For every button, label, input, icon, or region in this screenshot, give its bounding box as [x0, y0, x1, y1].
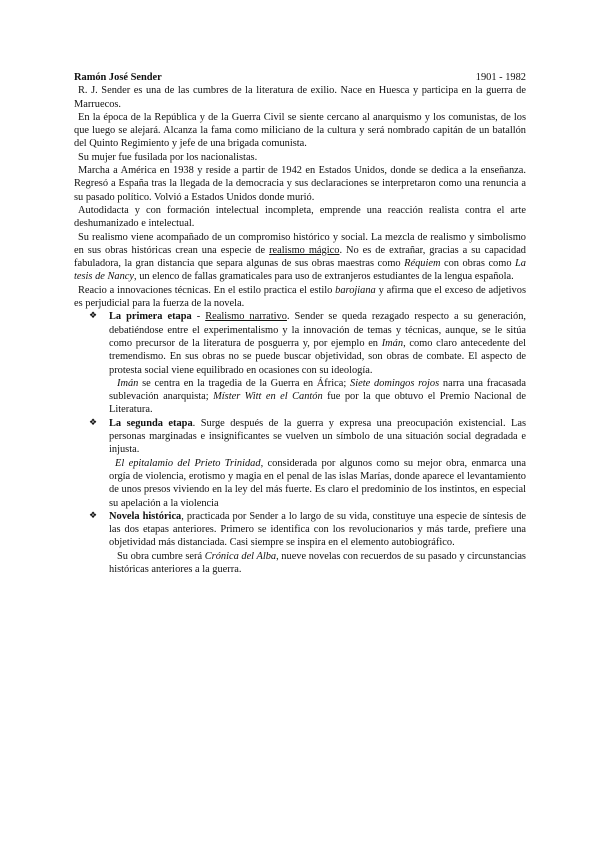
stage-1-works-paragraph [109, 377, 526, 417]
document-header [74, 71, 526, 84]
list-item-stage-1 [88, 310, 526, 376]
author-name: Ramón José Sender [74, 72, 162, 83]
stage-title: La primera etapa [109, 311, 192, 323]
list-item-stage-2 [88, 417, 526, 457]
diamond-bullet-icon: ❖ [88, 417, 98, 428]
text-run: , un elenco de fallas gramaticales para uso de extranjeros estudiantes de la lengua española. [134, 271, 514, 283]
text-run: , como claro antecedente del tremendismo. En sus obras no se puede buscar objetividad, son obras de combate. El aspecto de protesta social viene equilibrado en ocasiones con su ideología. [109, 337, 526, 376]
intro-paragraph-6 [74, 231, 526, 284]
text-run: fue por la que obtuvo el Premio Nacional de Literatura. [109, 391, 526, 416]
text-run: y afirma que el exceso de adjetivos es perjudicial para la fuerza de la novela. [74, 284, 526, 310]
text-run: . Sender se queda rezagado respecto a su generación, debatiéndose entre el experimentalismo y la innovación de temas y técnicas, aunque, se le sitúa como precursor de la literatura de posguerra y, por ejemplo en [109, 311, 526, 349]
intro-paragraph-5: Autodidacta y con formación intelectual incompleta, emprende una reacción realista contra el arte deshumanizado e intelectual. [74, 204, 526, 230]
work-title: El epitalamio del Prieto Trinidad [115, 457, 261, 469]
work-title: Imán [117, 377, 139, 389]
text-run: , nueve novelas con recuerdos de su pasado y circunstancias históricas anteriores a la guerra. [109, 550, 526, 575]
life-dates: 1901 - 1982 [475, 72, 526, 83]
text-run: Su realismo viene acompañado de un compromiso histórico y social. La mezcla de realismo y simbolismo en sus obras históricas crean una especie de [74, 231, 526, 256]
intro-paragraph-7 [74, 284, 526, 311]
intro-paragraph-2: En la época de la República y de la Guerra Civil se siente cercano al anarquismo y los comunistas, de los que luego se alejará. Alcanza la fama como miliciano de la cultura y será nombrado capitán de un batallón del Quinto Regimiento y jefe de una brigada comunista. [74, 111, 526, 150]
text-run: , considerada por algunos como su mejor obra, enmarca una orgía de violencia, erotismo y magia en el penal de las islas Marías, donde aparece el levantamiento de unos presos viviendo en la ley del más fuerte. Es claro el predominio de los instintos, en especial su apelación a la violencia [109, 457, 526, 509]
underlined-term: realismo mágico [269, 244, 340, 256]
work-title: Imán [381, 337, 404, 349]
stage-1-paragraph [109, 310, 526, 376]
intro-paragraph-3: Su mujer fue fusilada por los nacionalistas. [78, 151, 258, 163]
intro-paragraph-4: Marcha a América en 1938 y reside a partir de 1942 en Estados Unidos, donde se dedica a la enseñanza. Regresó a España tras la llegada de la democracia y sus declaraciones se interpretaron como una renuncia a su pasado político. Volvió a Estados Unidos donde murió. [74, 165, 526, 203]
stage-3-paragraph [109, 510, 526, 550]
stage-title: Novela histórica [109, 510, 182, 522]
text-run: Reacio a innovaciones técnicas. En el estilo practica el estilo [78, 284, 336, 296]
text-run: con obras como [440, 258, 516, 270]
work-title: Crónica del Alba [204, 550, 277, 562]
text-run: , practicada por Sender a lo largo de su vida, constituye una especie de síntesis de las dos etapas anteriores. Primero se identifica con los revolucionarios y más tarde, prefiere una objetividad más distanciada. Casi siempre se inspira en el elemento autobiográfico. [109, 510, 527, 549]
stage-title: La segunda etapa [109, 417, 193, 429]
text-run: - [191, 311, 206, 323]
work-title: Réquiem [404, 258, 441, 270]
list-item-stage-3 [88, 510, 527, 550]
text-run: . Surge después de la guerra y expresa una preocupación existencial. Las personas marginadas e insignificantes se vuelven un símbolo de una situación social degradada e injusta. [109, 417, 526, 456]
document-page [74, 71, 526, 576]
work-title: Míster Witt en el Cantón [213, 391, 323, 403]
work-title: La tesis de Nancy [74, 258, 527, 283]
stage-2-works-paragraph [109, 457, 526, 510]
italic-term: barojiana [335, 284, 376, 296]
stage-2-paragraph [109, 417, 526, 457]
stages-list [74, 510, 526, 550]
work-title: Siete domingos rojos [350, 377, 440, 389]
intro-paragraph-1: R. J. Sender es una de las cumbres de la literatura de exilio. Nace en Huesca y participa en la guerra de Marruecos. [74, 85, 526, 110]
stage-label: Realismo narrativo [205, 311, 287, 323]
text-run: narra una fracasada sublevación anarquista; [109, 377, 526, 403]
text-run: Su obra cumbre será [117, 550, 205, 562]
stages-list [74, 310, 526, 376]
diamond-bullet-icon: ❖ [88, 510, 98, 521]
stage-3-works-paragraph [109, 550, 526, 577]
stages-list [74, 417, 526, 457]
text-run: . No es de extrañar, gracias a su capacidad fabuladora, la gran distancia que separa algunas de sus obras maestras como [74, 244, 527, 270]
diamond-bullet-icon: ❖ [88, 311, 98, 322]
text-run: se centra en la tragedia de la Guerra en África; [138, 377, 350, 389]
